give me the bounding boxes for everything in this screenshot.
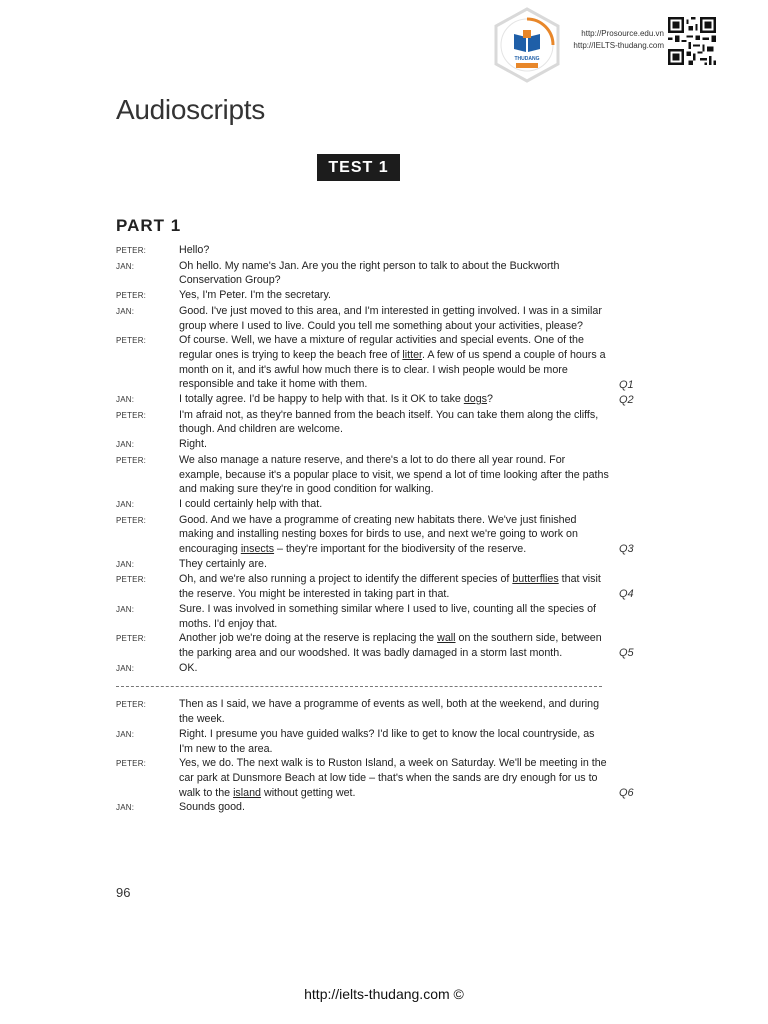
dialogue-line [116, 557, 646, 573]
text-segment: . A few of us spend a couple of hours a month on it, and it's awful how much there is to clear. I wish people would be more responsible and take it home with them. [179, 348, 606, 391]
dialogue-line [116, 408, 646, 437]
dialogue-text: Good. I've just moved to this area, and I'm interested in getting involved. I was in a similar group where I used to live. Could you tell me something about your activities, please? [179, 304, 602, 332]
speaker-label: PETER: [116, 515, 147, 525]
dialogue-block-2 [116, 697, 646, 816]
dialogue-line [116, 602, 646, 631]
question-marker: Q1 [619, 378, 634, 391]
dialogue-line [116, 497, 646, 513]
dialogue-text [179, 333, 611, 392]
test-badge: TEST 1 [317, 154, 400, 181]
speaker-label: PETER: [116, 291, 147, 301]
dialogue-text [179, 513, 611, 557]
question-marker: Q5 [619, 646, 634, 659]
dialogue-line [116, 513, 646, 557]
speaker-label: PETER: [116, 759, 147, 769]
answer-keyword: dogs [463, 393, 488, 406]
dialogue-text: I could certainly help with that. [179, 497, 323, 510]
dialogue-line [116, 631, 646, 660]
thudang-logo [490, 6, 564, 84]
header-url-prosource[interactable]: http://Prosource.edu.vn [581, 29, 664, 38]
dialogue-text: Hello? [179, 244, 210, 256]
speaker-label: JAN: [116, 559, 135, 569]
text-segment: on the southern side, between the parking area and our woodshed. It was badly damaged in a storm last month. [179, 632, 602, 659]
dialogue-text: Oh hello. My name's Jan. Are you the right person to talk to about the Buckworth Conservation Group? [179, 259, 560, 287]
text-segment: Of course. Well, we have a mixture of regular activities and special events. One of the regular ones is trying to keep the beach free of [179, 334, 584, 361]
speaker-label: JAN: [116, 261, 135, 271]
dialogue-text [179, 756, 611, 800]
speaker-label: PETER: [116, 455, 147, 465]
dialogue-text: Sure. I was involved in something similar where I used to live, counting all the species of moths. I'd enjoy that. [179, 602, 597, 630]
dialogue-text: Sounds good. [179, 801, 245, 814]
dialogue-text: OK. [179, 661, 198, 674]
footer-link[interactable]: http://ielts-thudang.com © [304, 986, 464, 1002]
speaker-label: JAN: [116, 440, 135, 450]
dialogue-line [116, 288, 646, 304]
dialogue-line [116, 572, 646, 601]
dialogue-text: Right. [179, 438, 207, 451]
speaker-label: JAN: [116, 803, 135, 813]
speaker-label: PETER: [116, 634, 147, 644]
dialogue-line [116, 243, 646, 259]
question-marker: Q2 [619, 394, 634, 407]
dialogue-line [116, 800, 646, 816]
dialogue-line [116, 453, 646, 497]
dialogue-line [116, 727, 646, 756]
header-urls [560, 28, 664, 52]
speaker-label: PETER: [116, 336, 147, 346]
page-title: Audioscripts [116, 94, 265, 125]
question-marker: Q6 [619, 786, 634, 799]
text-segment: I totally agree. I'd be happy to help with that. Is it OK to take [179, 393, 464, 406]
text-segment: without getting wet. [261, 786, 356, 799]
dialogue-text: I'm afraid not, as they're banned from the beach itself. You can take them along the cliffs, though. And children are welcome. [179, 408, 599, 436]
speaker-label: PETER: [116, 575, 147, 585]
speaker-label: JAN: [116, 604, 135, 614]
dialogue-text: We also manage a nature reserve, and there's a lot to do there all year round. For example, because it's a popular place to visit, we spend a lot of time looking after the paths and making sure they're in good condition for walking. [179, 453, 609, 496]
dialogue-line [116, 333, 646, 392]
dialogue-text: Right. I presume you have guided walks? I'd like to get to know the local countryside, as I'm new to the area. [179, 727, 595, 755]
question-marker: Q3 [619, 542, 634, 555]
dialogue-text: They certainly are. [179, 557, 267, 570]
dialogue-text [179, 572, 611, 601]
header-url-thudang[interactable]: http://IELTS-thudang.com [573, 41, 664, 50]
dialogue-line [116, 304, 646, 333]
part-heading: PART 1 [116, 216, 182, 235]
speaker-label: JAN: [116, 395, 135, 405]
section-divider [116, 686, 602, 687]
dialogue-text: Then as I said, we have a programme of events as well, both at the weekend, and during the week. [179, 698, 600, 726]
logo-text: THUDANG [514, 56, 540, 62]
question-marker: Q4 [619, 587, 634, 600]
dialogue-text [179, 392, 611, 408]
speaker-label: JAN: [116, 499, 135, 509]
answer-keyword: litter [402, 348, 422, 361]
dialogue-line [116, 756, 646, 800]
text-segment: – they're important for the biodiversity of the reserve. [274, 543, 527, 556]
answer-keyword: wall [437, 632, 456, 645]
audioscript-body [116, 243, 646, 816]
dialogue-line [116, 392, 646, 408]
dialogue-line [116, 259, 646, 288]
answer-keyword: insects [240, 543, 275, 556]
speaker-label: JAN: [116, 729, 135, 739]
dialogue-text [179, 631, 611, 660]
speaker-label: JAN: [116, 306, 135, 316]
text-segment: Good. And we have a programme of creating new habitats there. We've just finished making and installing nesting boxes for birds to use, and next we're going to work on encouraging [179, 513, 578, 556]
speaker-label: PETER: [116, 410, 147, 420]
answer-keyword: butterflies [512, 573, 559, 586]
dialogue-block-1 [116, 243, 646, 676]
dialogue-line [116, 437, 646, 453]
text-segment: Oh, and we're also running a project to identify the different species of [179, 573, 513, 586]
text-segment: that visit the reserve. You might be interested in taking part in that. [179, 573, 601, 601]
text-segment: Another job we're doing at the reserve is replacing the [179, 632, 438, 645]
qr-code-icon [668, 17, 716, 65]
text-segment: ? [487, 393, 493, 406]
page-number: 96 [116, 885, 131, 900]
speaker-label: PETER: [116, 700, 147, 710]
dialogue-text: Yes, I'm Peter. I'm the secretary. [179, 289, 331, 302]
speaker-label: JAN: [116, 663, 135, 673]
text-segment: Yes, we do. The next walk is to Ruston Island, a week on Saturday. We'll be meeting in the car park at Dunsmore Beach at low tide – that's when the sands are dry enough for us to walk to the [179, 757, 607, 799]
answer-keyword: island [233, 786, 261, 799]
dialogue-line [116, 661, 646, 677]
dialogue-line [116, 697, 646, 726]
speaker-label: PETER: [116, 246, 147, 255]
